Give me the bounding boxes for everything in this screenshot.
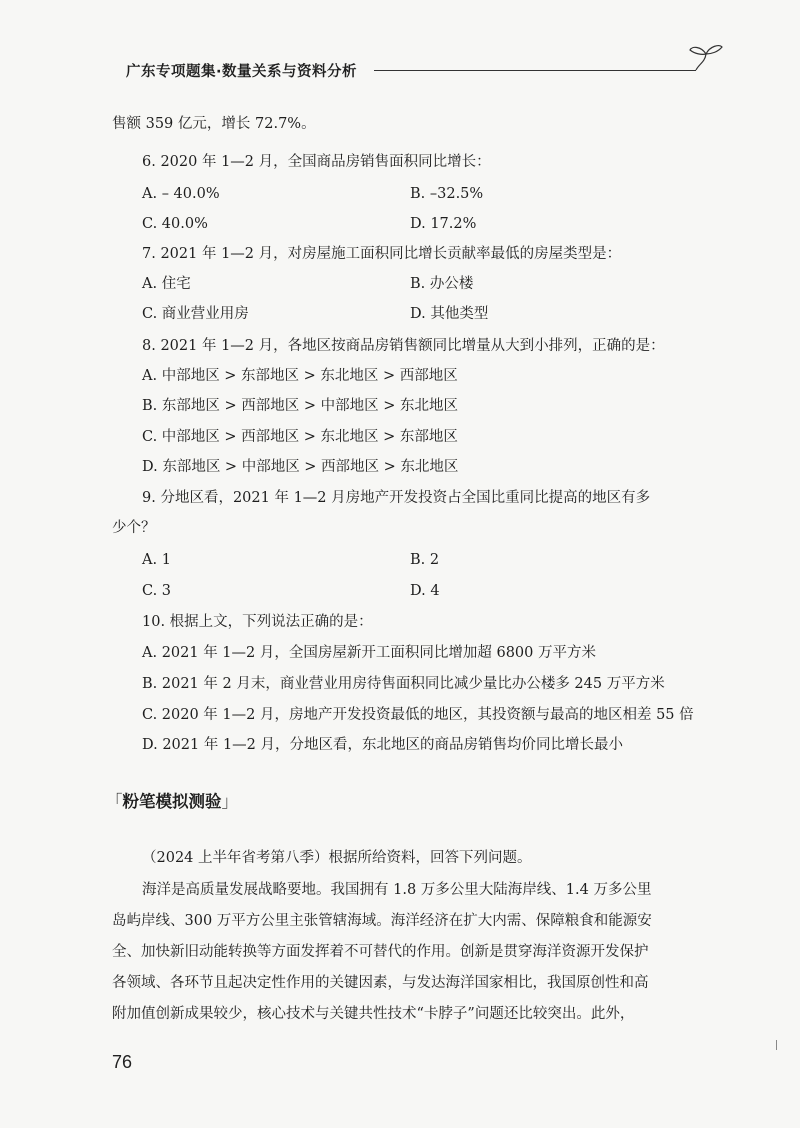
question-9: 9. 分地区看，2021 年 1—2 月房地产开发投资占全国比重同比提高的地区有多 bbox=[142, 490, 651, 506]
question-6: 6. 2020 年 1—2 月，全国商品房销售面积同比增长： bbox=[142, 154, 491, 170]
running-header-title: 广东专项题集·数量关系与资料分析 bbox=[126, 64, 358, 80]
option-d: D. 17.2% bbox=[410, 216, 477, 232]
question-7: 7. 2021 年 1—2 月，对房屋施工面积同比增长贡献率最低的房屋类型是： bbox=[142, 246, 622, 262]
passage-line: 各领域、各环节且起决定性作用的关键因素，与发达海洋国家相比，我国原创性和高 bbox=[112, 975, 649, 991]
passage-line: 海洋是高质量发展战略要地。我国拥有 1.8 万多公里大陆海岸线、1.4 万多公里 bbox=[142, 882, 652, 898]
option-a: A. 2021 年 1—2 月，全国房屋新开工面积同比增加超 6800 万平方米 bbox=[142, 645, 596, 661]
option-d: D. 4 bbox=[410, 583, 440, 599]
option-a: A. 1 bbox=[142, 552, 171, 568]
option-b: B. 东部地区 > 西部地区 > 中部地区 > 东北地区 bbox=[142, 398, 458, 414]
scan-mark bbox=[776, 1040, 777, 1050]
option-c: C. 2020 年 1—2 月，房地产开发投资最低的地区，其投资额与最高的地区相差 55 倍 bbox=[142, 707, 694, 723]
option-d: D. 其他类型 bbox=[410, 306, 489, 322]
question-9-continued: 少个？ bbox=[112, 520, 156, 536]
option-a: A. 住宅 bbox=[142, 276, 191, 292]
heading-bracket-close: 」 bbox=[221, 792, 238, 811]
page-number: 76 bbox=[112, 1052, 133, 1072]
passage-line: 附加值创新成果较少，核心技术与关键共性技术“卡脖子”问题还比较突出。此外， bbox=[112, 1006, 635, 1022]
passage-line: 全、加快新旧动能转换等方面发挥着不可替代的作用。创新是贯穿海洋资源开发保护 bbox=[112, 944, 649, 960]
running-header bbox=[126, 54, 716, 84]
option-b: B. 办公楼 bbox=[410, 276, 474, 292]
sprout-icon bbox=[686, 38, 726, 72]
heading-bracket-open: 「 bbox=[106, 792, 123, 811]
option-c: C. 中部地区 > 西部地区 > 东北地区 > 东部地区 bbox=[142, 429, 458, 445]
option-b: B. 2 bbox=[410, 552, 440, 568]
passage-line: 岛屿岸线、300 万平方公里主张管辖海域。海洋经济在扩大内需、保障粮食和能源安 bbox=[112, 913, 652, 929]
question-10: 10. 根据上文，下列说法正确的是： bbox=[142, 614, 373, 630]
option-c: C. 商业营业用房 bbox=[142, 306, 249, 322]
option-a: A. 中部地区 > 东部地区 > 东北地区 > 西部地区 bbox=[142, 368, 458, 384]
option-a: A. – 40.0% bbox=[142, 186, 220, 202]
option-b: B. –32.5% bbox=[410, 186, 484, 202]
question-8: 8. 2021 年 1—2 月，各地区按商品房销售额同比增量从大到小排列，正确的是： bbox=[142, 338, 665, 354]
header-rule bbox=[374, 70, 696, 71]
option-c: C. 3 bbox=[142, 583, 172, 599]
passage-intro: （2024 上半年省考第八季）根据所给资料，回答下列问题。 bbox=[142, 850, 532, 866]
text-line: 售额 359 亿元，增长 72.7%。 bbox=[112, 116, 316, 132]
section-title: 粉笔模拟测验 bbox=[122, 792, 222, 811]
option-d: D. 东部地区 > 中部地区 > 西部地区 > 东北地区 bbox=[142, 459, 459, 475]
option-c: C. 40.0% bbox=[142, 216, 208, 232]
section-heading bbox=[106, 788, 238, 812]
option-b: B. 2021 年 2 月末，商业营业用房待售面积同比减少量比办公楼多 245 万平方米 bbox=[142, 676, 665, 692]
option-d: D. 2021 年 1—2 月，分地区看，东北地区的商品房销售均价同比增长最小 bbox=[142, 737, 624, 753]
